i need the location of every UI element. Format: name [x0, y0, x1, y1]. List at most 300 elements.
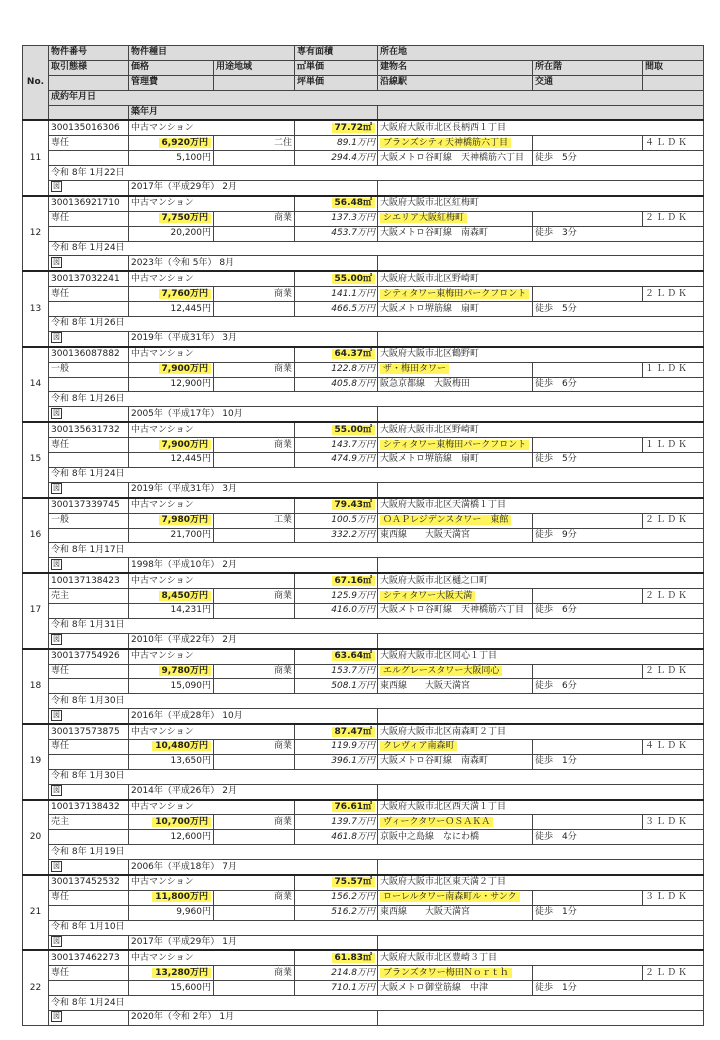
- built-date: 2023年（令和 5年） 8月: [129, 256, 378, 271]
- property-type: 中古マンション: [129, 120, 295, 135]
- area: 56.48㎡: [332, 198, 375, 208]
- figure-cell[interactable]: [49, 784, 129, 799]
- area-cell: [295, 196, 378, 211]
- property-no: 300137339745: [49, 498, 129, 513]
- tsubo-price: 453.7万円: [295, 226, 378, 241]
- header-blank: [214, 75, 295, 90]
- area-cell: [295, 875, 378, 890]
- floorplan-icon: 図: [53, 936, 60, 945]
- area-cell: [295, 498, 378, 513]
- transaction-type: 専任: [49, 890, 129, 905]
- floor: [533, 513, 643, 528]
- zoning: 二住: [214, 136, 295, 151]
- property-table: [22, 45, 704, 1026]
- record-row-4: [23, 920, 704, 935]
- property-type: 中古マンション: [129, 950, 295, 965]
- building-cell: [378, 815, 533, 830]
- record-row-1: [23, 875, 704, 890]
- blank: [378, 331, 704, 346]
- record-row-2: [23, 890, 704, 905]
- built-date: 2017年（平成29年） 2月: [129, 181, 378, 196]
- mgmt-fee: 13,650円: [129, 754, 214, 769]
- header-contract-date: 成約年月日: [49, 90, 704, 105]
- building-name: シティタワー東梅田パークフロント: [380, 289, 529, 299]
- price: 7,760万円: [159, 289, 211, 299]
- record-no: 17: [23, 573, 49, 648]
- area-cell: [295, 271, 378, 286]
- figure-cell[interactable]: [49, 633, 129, 648]
- record-row-2: [23, 589, 704, 604]
- header-row-1: [23, 46, 704, 61]
- transaction-type: 専任: [49, 287, 129, 302]
- blank: [378, 1011, 704, 1026]
- zoning: 商業: [214, 890, 295, 905]
- layout: ２ＬＤＫ: [643, 211, 704, 226]
- price-cell: [129, 664, 214, 679]
- price-cell: [129, 589, 214, 604]
- area: 67.16㎡: [332, 576, 375, 586]
- walk-time: 徒歩 1分: [533, 905, 704, 920]
- building-name: シティタワー東梅田パークフロント: [380, 440, 529, 450]
- price-cell: [129, 815, 214, 830]
- figure-cell[interactable]: [49, 331, 129, 346]
- blank: [378, 633, 704, 648]
- tsubo-price: 405.8万円: [295, 377, 378, 392]
- property-type: 中古マンション: [129, 649, 295, 664]
- record-row-4: [23, 845, 704, 860]
- layout: ２ＬＤＫ: [643, 966, 704, 981]
- figure-cell[interactable]: [49, 709, 129, 724]
- floorplan-icon: 図: [53, 786, 60, 795]
- walk-time: 徒歩 1分: [533, 754, 704, 769]
- figure-cell[interactable]: [49, 558, 129, 573]
- property-type: 中古マンション: [129, 498, 295, 513]
- built-date: 2006年（平成18年） 7月: [129, 860, 378, 875]
- header-area: 専有面積: [295, 46, 378, 61]
- address: 大阪府大阪市北区鶴野町: [378, 347, 704, 362]
- sqm-price: 139.7万円: [295, 815, 378, 830]
- record-row-4: [23, 317, 704, 332]
- built-date: 2016年（平成28年） 10月: [129, 709, 378, 724]
- address: 大阪府大阪市北区同心１丁目: [378, 649, 704, 664]
- property-no: 300137462273: [49, 950, 129, 965]
- record-row-5: [23, 558, 704, 573]
- transaction-type: 売主: [49, 589, 129, 604]
- zoning: 商業: [214, 438, 295, 453]
- blank: [378, 558, 704, 573]
- floorplan-icon: 図: [53, 861, 60, 870]
- layout: １ＬＤＫ: [643, 438, 704, 453]
- header-property-no: 物件番号: [49, 46, 129, 61]
- property-no: 100137138423: [49, 573, 129, 588]
- building-name: エルグレースタワー大阪同心: [380, 666, 502, 676]
- record-row-4: [23, 241, 704, 256]
- layout: ４ＬＤＫ: [643, 739, 704, 754]
- header-blank: [49, 75, 129, 90]
- record-no: 20: [23, 800, 49, 875]
- record-row-4: [23, 996, 704, 1011]
- record-row-2: [23, 513, 704, 528]
- price: 7,980万円: [159, 515, 211, 525]
- contract-date: 令和 8年 1月31日: [49, 618, 704, 633]
- tsubo-price: 416.0万円: [295, 603, 378, 618]
- header-mgmt-fee: 管理費: [129, 75, 214, 90]
- tsubo-price: 516.2万円: [295, 905, 378, 920]
- record-row-1: [23, 800, 704, 815]
- record-row-4: [23, 467, 704, 482]
- area: 76.61㎡: [332, 802, 375, 812]
- layout: ２ＬＤＫ: [643, 664, 704, 679]
- record-row-3: [23, 302, 704, 317]
- building-cell: [378, 589, 533, 604]
- tsubo-price: 396.1万円: [295, 754, 378, 769]
- mgmt-fee: 15,600円: [129, 981, 214, 996]
- price-cell: [129, 739, 214, 754]
- walk-time: 徒歩 5分: [533, 151, 704, 166]
- area: 61.83㎡: [332, 953, 375, 963]
- transaction-type: 専任: [49, 211, 129, 226]
- record-no: 22: [23, 950, 49, 1025]
- building-cell: [378, 438, 533, 453]
- record-row-4: [23, 694, 704, 709]
- record-row-3: [23, 603, 704, 618]
- sqm-price: 125.9万円: [295, 589, 378, 604]
- figure-cell[interactable]: [49, 181, 129, 196]
- property-no: 300136087882: [49, 347, 129, 362]
- tsubo-price: 508.1万円: [295, 679, 378, 694]
- built-date: 2017年（平成29年） 1月: [129, 935, 378, 950]
- record-row-3: [23, 528, 704, 543]
- floor: [533, 136, 643, 151]
- blank: [49, 905, 129, 920]
- record-row-5: [23, 1011, 704, 1026]
- walk-time: 徒歩 5分: [533, 453, 704, 468]
- property-no: 100137138432: [49, 800, 129, 815]
- contract-date: 令和 8年 1月22日: [49, 166, 704, 181]
- zoning: 商業: [214, 664, 295, 679]
- transaction-type: 専任: [49, 664, 129, 679]
- record-row-1: [23, 573, 704, 588]
- record-row-5: [23, 482, 704, 497]
- building-name: シティタワー大阪天満: [380, 591, 475, 601]
- record-row-3: [23, 981, 704, 996]
- tsubo-price: 710.1万円: [295, 981, 378, 996]
- area-cell: [295, 422, 378, 437]
- record-row-1: [23, 422, 704, 437]
- walk-time: 徒歩 4分: [533, 830, 704, 845]
- figure-cell[interactable]: [49, 935, 129, 950]
- header-access: 交通: [533, 75, 643, 90]
- price-cell: [129, 136, 214, 151]
- property-no: 300137573875: [49, 724, 129, 739]
- area: 75.57㎡: [332, 877, 375, 887]
- record-row-1: [23, 498, 704, 513]
- blank: [214, 905, 295, 920]
- floor: [533, 589, 643, 604]
- building-name: ローレルタワー南森町ル・サンク: [380, 892, 520, 902]
- mgmt-fee: 15,090円: [129, 679, 214, 694]
- transaction-type: 専任: [49, 438, 129, 453]
- header-no: No.: [23, 46, 49, 121]
- tsubo-price: 461.8万円: [295, 830, 378, 845]
- blank: [214, 226, 295, 241]
- contract-date: 令和 8年 1月10日: [49, 920, 704, 935]
- header-built: 築年月: [129, 105, 378, 120]
- building-name: ＯＡＰレジデンスタワー 東館: [380, 515, 511, 525]
- zoning: 商業: [214, 287, 295, 302]
- area-cell: [295, 800, 378, 815]
- area: 64.37㎡: [332, 349, 375, 359]
- record-row-2: [23, 211, 704, 226]
- record-row-3: [23, 679, 704, 694]
- area: 55.00㎡: [332, 425, 375, 435]
- floorplan-icon: 図: [53, 710, 60, 719]
- layout: ３ＬＤＫ: [643, 815, 704, 830]
- blank: [214, 528, 295, 543]
- sqm-price: 137.3万円: [295, 211, 378, 226]
- record-row-4: [23, 166, 704, 181]
- property-type: 中古マンション: [129, 271, 295, 286]
- floor: [533, 739, 643, 754]
- building-name: シエリア大阪紅梅町: [380, 213, 467, 223]
- blank: [49, 528, 129, 543]
- record-row-5: [23, 935, 704, 950]
- floorplan-icon: 図: [53, 484, 60, 493]
- built-date: 2019年（平成31年） 3月: [129, 482, 378, 497]
- header-row-4: [23, 90, 704, 105]
- header-transaction: 取引態様: [49, 60, 129, 75]
- building-cell: [378, 287, 533, 302]
- layout: ４ＬＤＫ: [643, 136, 704, 151]
- property-type: 中古マンション: [129, 724, 295, 739]
- price: 7,750万円: [159, 213, 211, 223]
- header-blank: [49, 105, 129, 120]
- building-cell: [378, 966, 533, 981]
- record-row-2: [23, 287, 704, 302]
- sqm-price: 214.8万円: [295, 966, 378, 981]
- zoning: 工業: [214, 513, 295, 528]
- figure-cell[interactable]: [49, 482, 129, 497]
- property-type: 中古マンション: [129, 875, 295, 890]
- blank: [49, 226, 129, 241]
- blank: [378, 709, 704, 724]
- built-date: 2019年（平成31年） 3月: [129, 331, 378, 346]
- property-no: 300137032241: [49, 271, 129, 286]
- mgmt-fee: 12,445円: [129, 302, 214, 317]
- price: 9,780万円: [159, 666, 211, 676]
- record-row-4: [23, 392, 704, 407]
- blank: [214, 377, 295, 392]
- record-row-3: [23, 377, 704, 392]
- line-station: 大阪メトロ堺筋線 扇町: [378, 453, 533, 468]
- transaction-type: 専任: [49, 966, 129, 981]
- record-row-5: [23, 633, 704, 648]
- floor: [533, 287, 643, 302]
- line-station: 大阪メトロ谷町線 南森町: [378, 226, 533, 241]
- price-cell: [129, 890, 214, 905]
- blank: [49, 453, 129, 468]
- mgmt-fee: 14,231円: [129, 603, 214, 618]
- price: 7,900万円: [159, 364, 211, 374]
- address: 大阪府大阪市北区樋之口町: [378, 573, 704, 588]
- record-row-1: [23, 271, 704, 286]
- area-cell: [295, 950, 378, 965]
- layout: ２ＬＤＫ: [643, 513, 704, 528]
- walk-time: 徒歩 9分: [533, 528, 704, 543]
- blank: [49, 830, 129, 845]
- blank: [378, 407, 704, 422]
- floor: [533, 890, 643, 905]
- header-floor: 所在階: [533, 60, 643, 75]
- record-row-3: [23, 226, 704, 241]
- building-name: ブランズシティ天神橋筋六丁目: [380, 138, 511, 148]
- record-row-5: [23, 407, 704, 422]
- tsubo-price: 474.9万円: [295, 453, 378, 468]
- record-row-1: [23, 120, 704, 135]
- address: 大阪府大阪市北区紅梅町: [378, 196, 704, 211]
- record-no: 18: [23, 649, 49, 724]
- blank: [214, 302, 295, 317]
- line-station: 大阪メトロ御堂筋線 中津: [378, 981, 533, 996]
- zoning: 商業: [214, 966, 295, 981]
- record-row-1: [23, 196, 704, 211]
- price-cell: [129, 966, 214, 981]
- property-type: 中古マンション: [129, 573, 295, 588]
- building-name: クレヴィア南森町: [380, 741, 457, 751]
- area: 79.43㎡: [332, 500, 375, 510]
- record-no: 15: [23, 422, 49, 497]
- floor: [533, 815, 643, 830]
- area: 77.72㎡: [332, 123, 375, 133]
- figure-cell[interactable]: [49, 256, 129, 271]
- blank: [378, 860, 704, 875]
- property-type: 中古マンション: [129, 422, 295, 437]
- line-station: 東西線 大阪天満宮: [378, 905, 533, 920]
- property-type: 中古マンション: [129, 800, 295, 815]
- zoning: 商業: [214, 815, 295, 830]
- floorplan-icon: 図: [53, 333, 60, 342]
- header-blank: [378, 105, 704, 120]
- tsubo-price: 466.5万円: [295, 302, 378, 317]
- tsubo-price: 294.4万円: [295, 151, 378, 166]
- floorplan-icon: 図: [53, 182, 60, 191]
- line-station: 東西線 大阪天満宮: [378, 528, 533, 543]
- blank: [214, 151, 295, 166]
- header-layout: 間取: [643, 60, 704, 75]
- record-no: 21: [23, 875, 49, 950]
- contract-date: 令和 8年 1月24日: [49, 467, 704, 482]
- transaction-type: 専任: [49, 739, 129, 754]
- area-cell: [295, 573, 378, 588]
- record-row-2: [23, 362, 704, 377]
- header-building: 建物名: [378, 60, 533, 75]
- property-no: 300137754926: [49, 649, 129, 664]
- blank: [214, 679, 295, 694]
- header-row-2: [23, 60, 704, 75]
- floor: [533, 438, 643, 453]
- building-cell: [378, 211, 533, 226]
- price: 10,700万円: [152, 817, 211, 827]
- record-no: 14: [23, 347, 49, 422]
- blank: [49, 679, 129, 694]
- contract-date: 令和 8年 1月24日: [49, 241, 704, 256]
- address: 大阪府大阪市北区長柄西１丁目: [378, 120, 704, 135]
- contract-date: 令和 8年 1月30日: [49, 769, 704, 784]
- building-cell: [378, 664, 533, 679]
- contract-date: 令和 8年 1月26日: [49, 392, 704, 407]
- floorplan-icon: 図: [53, 408, 60, 417]
- header-tsubo-price: 坪単価: [295, 75, 378, 90]
- property-no: 300135016306: [49, 120, 129, 135]
- record-row-4: [23, 543, 704, 558]
- blank: [214, 981, 295, 996]
- header-line-station: 沿線駅: [378, 75, 533, 90]
- building-name: ヴィークタワーＯＳＡＫＡ: [380, 817, 493, 827]
- blank: [214, 603, 295, 618]
- property-no: 300135631732: [49, 422, 129, 437]
- contract-date: 令和 8年 1月19日: [49, 845, 704, 860]
- figure-cell[interactable]: [49, 1011, 129, 1026]
- sqm-price: 153.7万円: [295, 664, 378, 679]
- address: 大阪府大阪市北区南森町２丁目: [378, 724, 704, 739]
- blank: [49, 603, 129, 618]
- area-cell: [295, 120, 378, 135]
- record-row-4: [23, 769, 704, 784]
- figure-cell[interactable]: [49, 860, 129, 875]
- line-station: 大阪メトロ谷町線 天神橋筋六丁目: [378, 603, 533, 618]
- record-no: 19: [23, 724, 49, 799]
- building-name: ザ・梅田タワー: [380, 364, 449, 374]
- building-cell: [378, 890, 533, 905]
- blank: [49, 377, 129, 392]
- sqm-price: 89.1万円: [295, 136, 378, 151]
- price-cell: [129, 287, 214, 302]
- walk-time: 徒歩 3分: [533, 226, 704, 241]
- zoning: 商業: [214, 362, 295, 377]
- line-station: 東西線 大阪天満宮: [378, 679, 533, 694]
- record-row-1: [23, 724, 704, 739]
- mgmt-fee: 5,100円: [129, 151, 214, 166]
- record-no: 13: [23, 271, 49, 346]
- sqm-price: 143.7万円: [295, 438, 378, 453]
- line-station: 大阪メトロ谷町線 南森町: [378, 754, 533, 769]
- record-row-3: [23, 453, 704, 468]
- layout: ２ＬＤＫ: [643, 589, 704, 604]
- built-date: 2020年（令和 2年） 1月: [129, 1011, 378, 1026]
- record-row-3: [23, 754, 704, 769]
- address: 大阪府大阪市北区西天満１丁目: [378, 800, 704, 815]
- record-row-3: [23, 830, 704, 845]
- address: 大阪府大阪市北区野崎町: [378, 422, 704, 437]
- record-row-2: [23, 966, 704, 981]
- record-no: 12: [23, 196, 49, 271]
- area-cell: [295, 347, 378, 362]
- contract-date: 令和 8年 1月24日: [49, 996, 704, 1011]
- layout: ２ＬＤＫ: [643, 287, 704, 302]
- sqm-price: 122.8万円: [295, 362, 378, 377]
- floor: [533, 362, 643, 377]
- record-row-3: [23, 905, 704, 920]
- floorplan-icon: 図: [53, 257, 60, 266]
- sqm-price: 100.5万円: [295, 513, 378, 528]
- layout: ３ＬＤＫ: [643, 890, 704, 905]
- record-row-2: [23, 815, 704, 830]
- figure-cell[interactable]: [49, 407, 129, 422]
- record-no: 11: [23, 120, 49, 195]
- walk-time: 徒歩 6分: [533, 377, 704, 392]
- price-cell: [129, 438, 214, 453]
- transaction-type: 売主: [49, 815, 129, 830]
